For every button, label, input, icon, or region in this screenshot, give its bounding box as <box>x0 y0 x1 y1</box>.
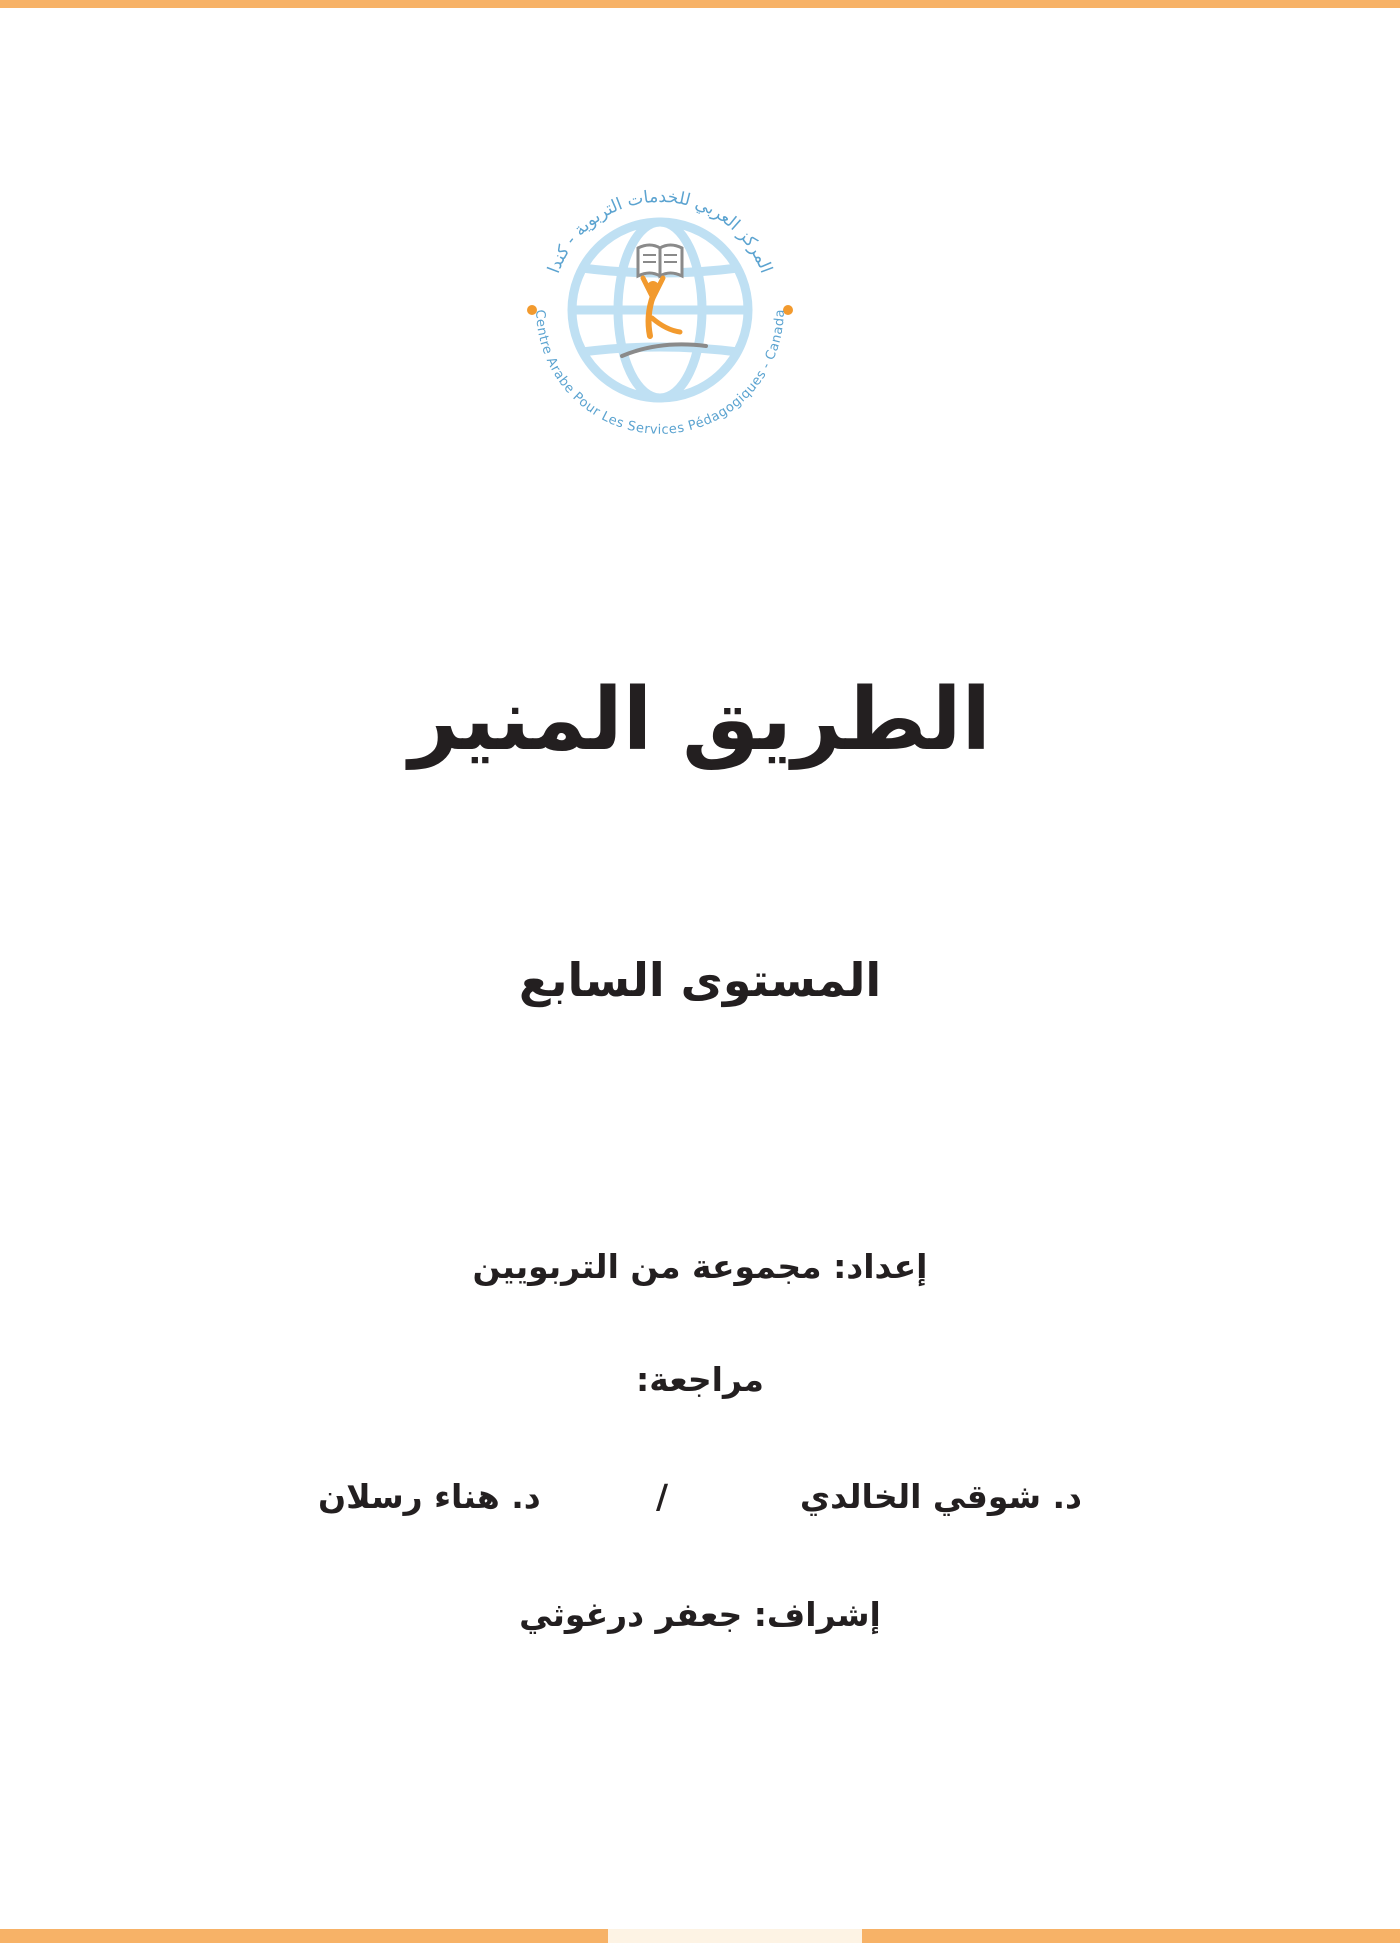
supervision: إشراف: جعفر درغوثي <box>519 1595 881 1634</box>
reviewer-first: د. شوقي الخالدي <box>799 1477 1082 1516</box>
globe-icon <box>510 160 810 460</box>
logo-arabic-text: المركز العربي للخدمات التربوية - كندا <box>544 186 776 276</box>
reviewer-separator: / <box>655 1477 669 1516</box>
logo-french-text: Centre Arabe Pour Les Services Pédagogiques - Canada <box>532 309 788 438</box>
review-label: مراجعة: <box>636 1360 764 1399</box>
book-icon <box>638 245 682 276</box>
bottom-border-right <box>862 1929 1400 1943</box>
bottom-border-gap <box>608 1929 862 1943</box>
book-title: الطريق المنير <box>409 670 991 770</box>
book-subtitle: المستوى السابع <box>518 953 882 1007</box>
reviewers-line <box>0 1472 1400 1522</box>
reviewer-second: د. هناء رسلان <box>318 1477 541 1516</box>
organization-logo <box>510 160 810 460</box>
top-border <box>0 0 1400 8</box>
prepared-by: إعداد: مجموعة من التربويين <box>472 1247 928 1286</box>
bottom-border-left <box>0 1929 608 1943</box>
